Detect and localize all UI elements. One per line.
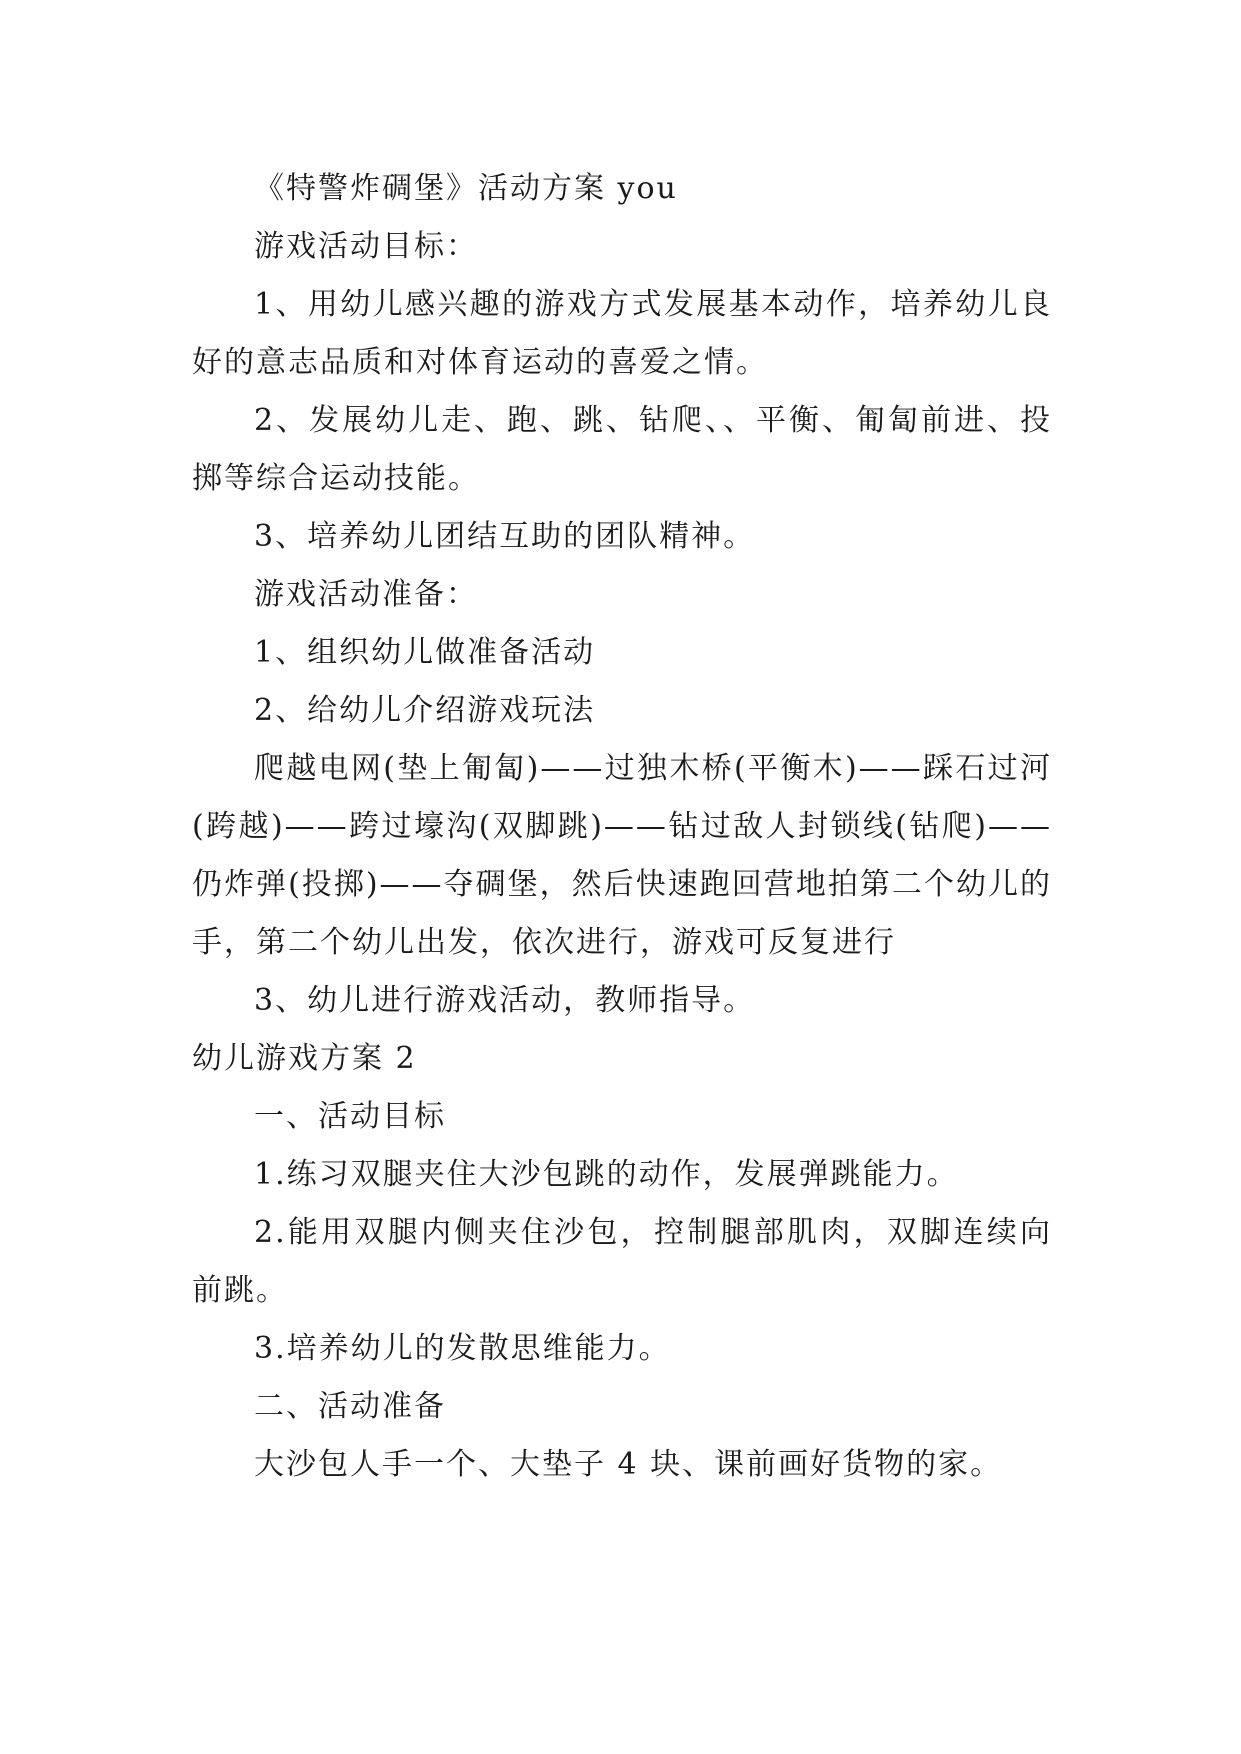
plan-2-goal-2: 2.能用双腿内侧夹住沙包，控制腿部肌肉，双脚连续向前跳。 <box>192 1215 1052 1308</box>
section-heading-preparation: 游戏活动准备： <box>254 577 478 612</box>
goal-item-1: 1、用幼儿感兴趣的游戏方式发展基本动作，培养幼儿良好的意志品质和对体育运动的喜爱之情。 <box>192 287 1052 380</box>
prep-item-3: 3、幼儿进行游戏活动，教师指导。 <box>254 983 756 1018</box>
plan-2-heading-preparation: 二、活动准备 <box>254 1389 446 1424</box>
plan-2-goal-3: 3.培养幼儿的发散思维能力。 <box>254 1331 671 1366</box>
plan-2-heading-goals: 一、活动目标 <box>254 1099 446 1134</box>
goal-item-3: 3、培养幼儿团结互助的团队精神。 <box>254 519 756 554</box>
prep-item-2: 2、给幼儿介绍游戏玩法 <box>254 693 596 728</box>
plan-2-prep-materials: 大沙包人手一个、大垫子 4 块、课前画好货物的家。 <box>254 1447 1003 1482</box>
goal-item-2: 2、发展幼儿走、跑、跳、钻爬、、平衡、匍匐前进、投掷等综合运动技能。 <box>192 403 1052 496</box>
plan-2-title: 幼儿游戏方案 2 <box>192 1041 417 1076</box>
prep-item-1: 1、组织幼儿做准备活动 <box>254 635 596 670</box>
doc-title: 《特警炸碉堡》活动方案 you <box>254 171 678 206</box>
document-body <box>192 160 1052 1494</box>
game-sequence: 爬越电网(垫上匍匐)——过独木桥(平衡木)——踩石过河(跨越)——跨过壕沟(双脚跳)——钻过敌人封锁线(钻爬)——仍炸弹(投掷)——夺碉堡，然后快速跑回营地拍第二个幼儿的手，第二个幼儿出发，依次进行，游戏可反复进行 <box>192 751 1052 960</box>
plan-2-goal-1: 1.练习双腿夹住大沙包跳的动作，发展弹跳能力。 <box>254 1157 959 1192</box>
section-heading-goals: 游戏活动目标： <box>254 229 478 264</box>
